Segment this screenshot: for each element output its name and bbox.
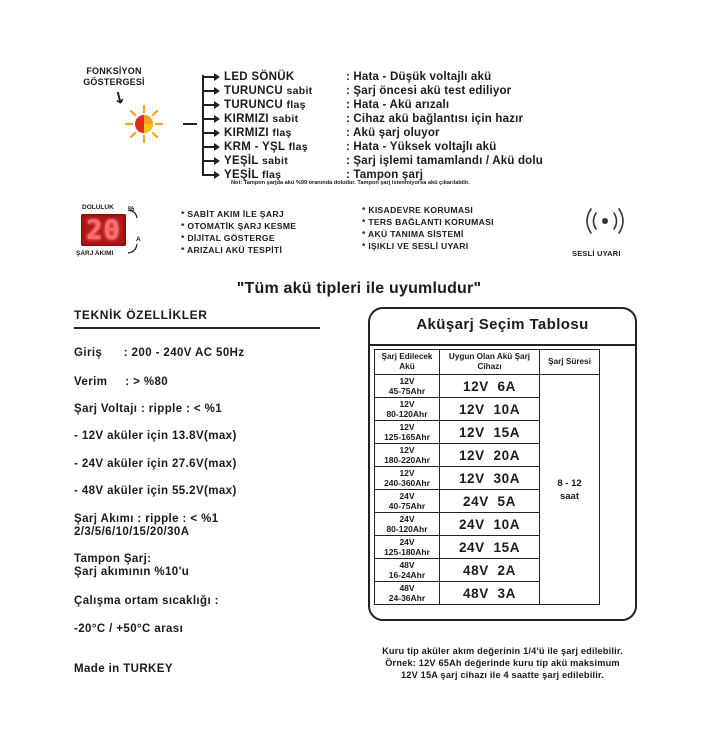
- battery-cell: 12V 125-165Ahr: [375, 421, 440, 444]
- battery-cell: 12V 180-220Ahr: [375, 444, 440, 467]
- function-indicator-title: FONKSİYON GÖSTERGESİ: [83, 66, 145, 87]
- device-cell: 12V 30A: [440, 467, 540, 490]
- features-left: * SABİT AKIM İLE ŞARJ * OTOMATİK ŞARJ KESME * DİJİTAL GÖSTERGE * ARIZALI AKÜ TESPİTİ: [181, 209, 297, 255]
- technical-title: TEKNİK ÖZELLİKLER: [74, 308, 208, 322]
- selection-table: [374, 349, 600, 605]
- sound-wave-icon: [582, 206, 628, 236]
- device-cell: 12V 20A: [440, 444, 540, 467]
- spec-line: Şarj Akımı : ripple : < %1: [74, 513, 219, 525]
- spec-line: Verim : > %80: [74, 376, 169, 388]
- spec-line: - 48V aküler için 55.2V(max): [74, 485, 237, 497]
- table-row: [375, 375, 600, 398]
- selection-table-divider: [368, 344, 637, 346]
- technical-divider: [74, 327, 320, 329]
- charge-time-cell: 8 - 12 saat: [540, 375, 600, 605]
- function-row: KRM - YŞL flaş : Hata - Yüksek voltajlı akü: [204, 140, 496, 153]
- features-right: * KISADEVRE KORUMASI * TERS BAĞLANTI KORUMASI * AKÜ TANIMA SİSTEMİ * IŞIKLI VE SESLİ UYARI: [362, 205, 494, 251]
- spec-line: - 24V aküler için 27.6V(max): [74, 458, 237, 470]
- spec-line: Tampon Şarj:: [74, 553, 152, 565]
- battery-cell: 48V 16-24Ahr: [375, 559, 440, 582]
- device-cell: 24V 15A: [440, 536, 540, 559]
- device-cell: 24V 5A: [440, 490, 540, 513]
- function-note: Not: Tampon şarjda akü %99 oranında doludur. Tampon şarj istenmiyorsa akü çıkarılabilir.: [231, 180, 470, 186]
- led-sun-icon: [124, 104, 164, 144]
- amp-sign: A: [136, 236, 141, 243]
- digital-display: [81, 214, 126, 246]
- device-cell: 48V 2A: [440, 559, 540, 582]
- battery-cell: 12V 45-75Ahr: [375, 375, 440, 398]
- device-cell: 12V 15A: [440, 421, 540, 444]
- display-value: 20: [86, 214, 121, 246]
- function-row: TURUNCU flaş : Hata - Akü arızalı: [204, 98, 449, 111]
- header-time: Şarj Süresi: [540, 350, 600, 375]
- selection-table-title: Aküşarj Seçim Tablosu: [416, 316, 589, 333]
- spec-line: Çalışma ortam sıcaklığı :: [74, 595, 219, 607]
- battery-cell: 48V 24-36Ahr: [375, 582, 440, 605]
- device-cell: 12V 10A: [440, 398, 540, 421]
- sesli-uyari-label: SESLİ UYARI: [572, 249, 621, 258]
- function-row: TURUNCU sabit : Şarj öncesi akü test ediliyor: [204, 84, 511, 97]
- function-row: YEŞİL sabit : Şarj işlemi tamamlandı / Akü dolu: [204, 154, 543, 167]
- arrow-icon: ↘: [108, 87, 129, 110]
- battery-cell: 24V 125-180Ahr: [375, 536, 440, 559]
- device-cell: 24V 10A: [440, 513, 540, 536]
- battery-cell: 12V 240-360Ahr: [375, 467, 440, 490]
- function-row: KIRMIZI sabit : Cihaz akü bağlantısı için hazır: [204, 112, 523, 125]
- function-row: LED SÖNÜK : Hata - Düşük voltajlı akü: [204, 70, 491, 83]
- connector-line: [183, 123, 197, 125]
- function-row: YEŞİL flaş : Tampon şarj: [204, 168, 423, 181]
- indicator-arrows-icon: [126, 209, 142, 255]
- table-header-row: [375, 350, 600, 375]
- header-battery: Şarj Edilecek Akü: [375, 350, 440, 375]
- spec-line: Giriş : 200 - 240V AC 50Hz: [74, 347, 245, 359]
- device-cell: 48V 3A: [440, 582, 540, 605]
- sarj-akimi-label: ŞARJ AKIMI: [76, 250, 114, 257]
- spec-line: 2/3/5/6/10/15/20/30A: [74, 526, 190, 538]
- footnote: Kuru tip aküler akım değerinin 1/4'ü ile şarj edilebilir. Örnek: 12V 65Ah değerinde kuru tip akü maksimum 12V 15A şarj cihazı ile 4 saatte şarj edilebilir.: [382, 646, 623, 680]
- battery-cell: 12V 80-120Ahr: [375, 398, 440, 421]
- percent-sign: %: [128, 206, 135, 213]
- function-row: KIRMIZI flaş : Akü şarj oluyor: [204, 126, 440, 139]
- tagline: "Tüm akü tipleri ile uyumludur": [236, 280, 482, 297]
- device-cell: 12V 6A: [440, 375, 540, 398]
- battery-cell: 24V 40-75Ahr: [375, 490, 440, 513]
- spec-line: -20°C / +50°C arası: [74, 623, 184, 635]
- doluluk-label: DOLULUK: [82, 204, 114, 211]
- spec-line: - 12V aküler için 13.8V(max): [74, 430, 237, 442]
- spec-line: Şarj akımının %10'u: [74, 566, 190, 578]
- header-device: Uygun Olan Akü Şarj Cihazı: [440, 350, 540, 375]
- battery-cell: 24V 80-120Ahr: [375, 513, 440, 536]
- made-in-label: Made in TURKEY: [74, 663, 173, 675]
- spec-line: Şarj Voltajı : ripple : < %1: [74, 403, 223, 415]
